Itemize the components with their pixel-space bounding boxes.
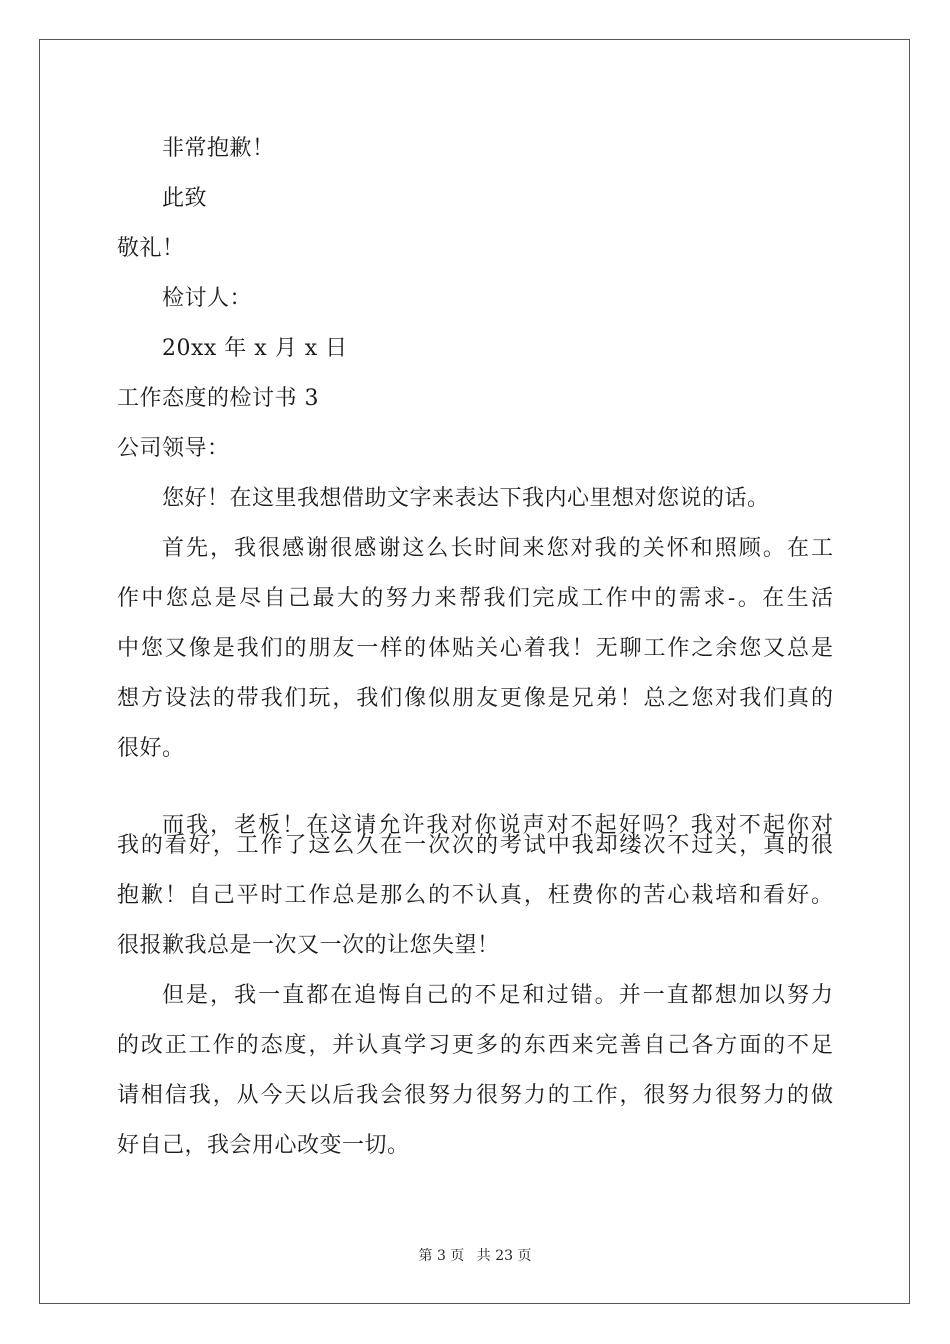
apology-line: 非常抱歉！ xyxy=(162,136,275,161)
section-title: 工作态度的检讨书 3 xyxy=(117,386,319,411)
page-number: 第 3 页 xyxy=(418,1248,465,1264)
page-footer xyxy=(0,1247,950,1265)
paragraph-line: 首先，我很感谢很感谢这么长时间来您对我的关怀和照顾。在工 xyxy=(162,536,833,561)
paragraph-line: 请相信我，从今天以后我会很努力很努力的工作，很努力很努力的做 xyxy=(117,1083,833,1108)
paragraph-line: 作中您总是尽自己最大的努力来帮我们完成工作中的需求-。在生活 xyxy=(117,586,833,611)
paragraph-line: 想方设法的带我们玩，我们像似朋友更像是兄弟！总之您对我们真的 xyxy=(117,686,833,711)
signer-line: 检讨人： xyxy=(162,286,253,311)
paragraph-line: 而我，老板！在这请允许我对你说声对不起好吗？我对不起你对 xyxy=(162,813,833,838)
paragraph-line: 抱歉！自己平时工作总是那么的不认真，枉费你的苦心栽培和看好。 xyxy=(117,883,833,908)
paragraph-line: 的改正工作的态度，并认真学习更多的东西来完善自己各方面的不足 xyxy=(117,1033,833,1058)
page-border xyxy=(39,39,910,1304)
page-total: 共 23 页 xyxy=(476,1248,532,1264)
salutation-line: 公司领导： xyxy=(117,436,230,461)
paragraph-line: 但是，我一直都在追悔自己的不足和过错。并一直都想加以努力 xyxy=(162,983,833,1008)
paragraph-line: 您好！在这里我想借助文字来表达下我内心里想对您说的话。 xyxy=(162,486,770,511)
paragraph-line: 很好。 xyxy=(117,736,185,761)
date-line: 20xx 年 x 月 x 日 xyxy=(162,336,348,361)
paragraph-line: 好自己，我会用心改变一切。 xyxy=(117,1133,410,1158)
paragraph-line: 中您又像是我们的朋友一样的体贴关心着我！无聊工作之余您又总是 xyxy=(117,636,833,661)
salute-line: 敬礼！ xyxy=(117,236,185,261)
paragraph-line: 我的看好，工作了这么久在一次次的考试中我却缕次不过关，真的很 xyxy=(117,833,833,858)
closing-line: 此致 xyxy=(162,186,208,211)
paragraph-line: 很报歉我总是一次又一次的让您失望！ xyxy=(117,933,500,958)
